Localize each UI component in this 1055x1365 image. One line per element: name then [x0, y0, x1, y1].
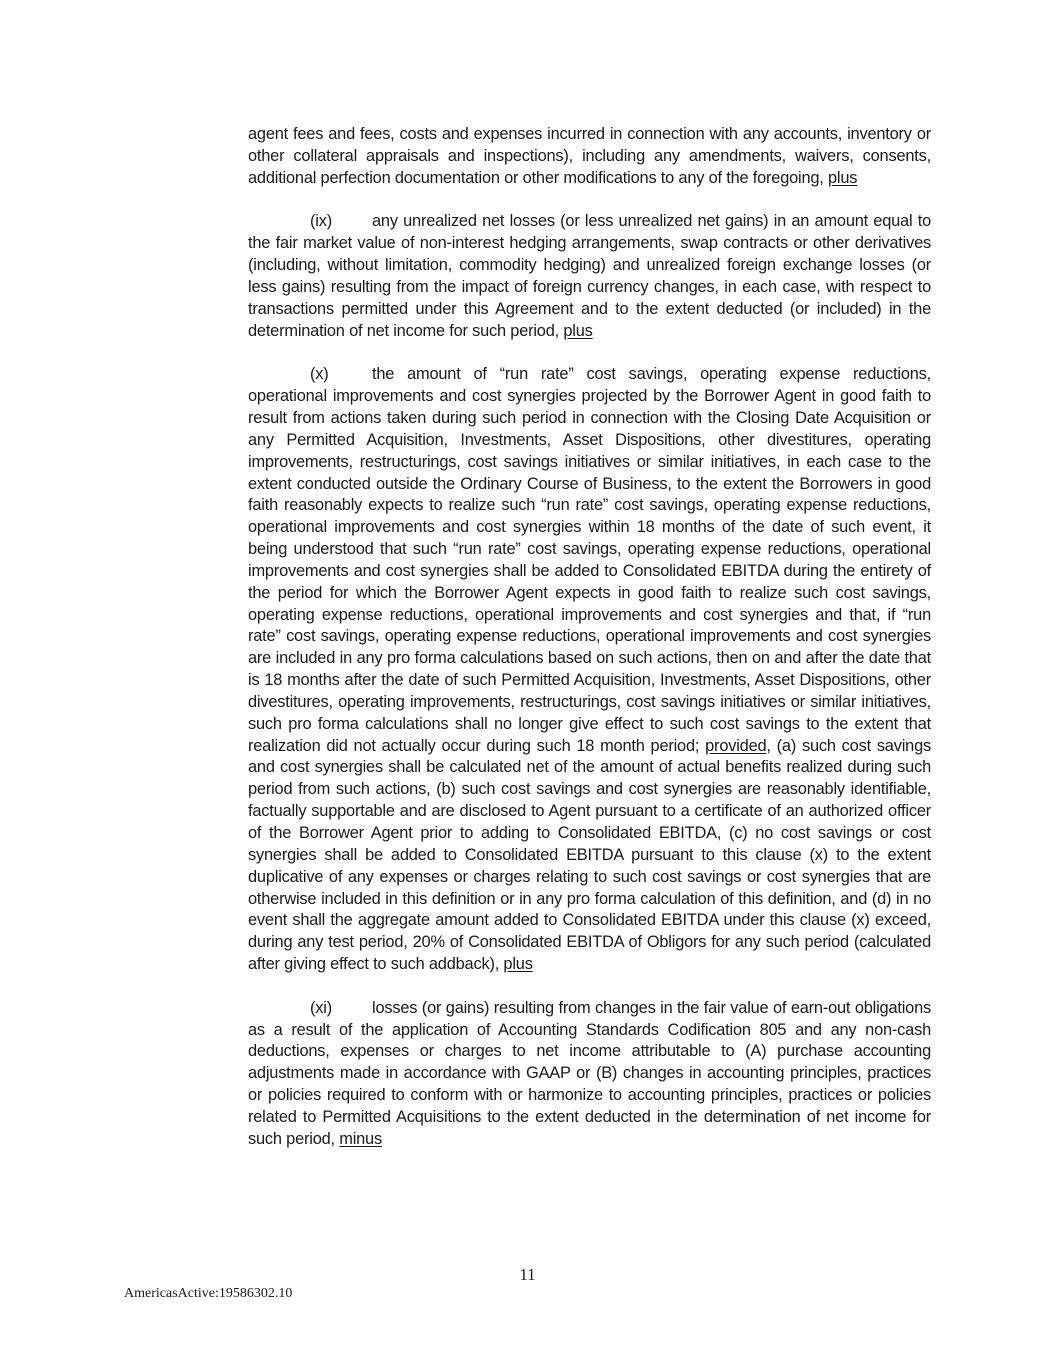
paragraph-text-continued: , (a) such cost savings and cost synergies shall be calculated net of the amount of actual benefits realized during such period from such actions, (b) such cost savings and cost synergies are reasonably identifiable, factually supportable and are disclosed to Agent pursuant to a certificate of an authorized officer of the Borrower Agent prior to adding to Consolidated EBITDA, (c) no cost savings or cost synergies shall be added to Consolidated EBITDA pursuant to this clause (x) to the extent duplicative of any expenses or charges relating to such cost savings or cost synergies that are otherwise included in this definition or in any pro forma calculation of this definition, and (d) in no event shall the aggregate amount added to Consolidated EBITDA under this clause (x) exceed, during any test period, 20% of Consolidated EBITDA of Obligors for any such period (calculated after giving effect to such addback), [248, 736, 931, 974]
page-number: 11 [519, 1265, 536, 1284]
clause-number: (xi) [310, 998, 332, 1017]
document-id: AmericasActive:19586302.10 [124, 1286, 293, 1301]
paragraph-text: losses (or gains) resulting from changes in the fair value of earn-out obligations as a result of the application of Accounting Standards Codification 805 and any non-cash deductions, expenses or charges to net income attributable to (A) purchase accounting adjustments made in accordance with GAAP or (B) changes in accounting principles, practices or policies required to conform with or harmonize to accounting principles, practices or policies related to Permitted Acquisitions to the extent deducted in the determination of net income for such period, [248, 998, 931, 1148]
clause-number: (ix) [310, 212, 332, 231]
clause-ix [248, 211, 931, 342]
provided-term: provided [705, 736, 767, 755]
connector-minus: minus [339, 1129, 382, 1148]
clause-number: (x) [310, 365, 329, 384]
clause-x [248, 364, 931, 976]
paragraph-text: any unrealized net losses (or less unrealized net gains) in an amount equal to the fair market value of non-interest hedging arrangements, swap contracts or other derivatives (including, without limitation, commodity hedging) and unrealized foreign exchange losses (or less gains) resulting from the impact of foreign currency changes, in each case, with respect to transactions permitted under this Agreement and to the extent deducted (or included) in the determination of net income for such period, [248, 212, 931, 340]
document-body [248, 124, 931, 1151]
clause-xi [248, 998, 931, 1151]
paragraph-continuation [248, 124, 931, 190]
connector-plus: plus [563, 321, 593, 340]
paragraph-text: agent fees and fees, costs and expenses incurred in connection with any accounts, inventory or other collateral appraisals and inspections), including any amendments, waivers, consents, additional perfection documentation or other modifications to any of the foregoing, [248, 125, 931, 187]
connector-plus: plus [828, 168, 858, 187]
paragraph-text: the amount of “run rate” cost savings, operating expense reductions, operational improvements and cost synergies projected by the Borrower Agent in good faith to result from actions taken during such period in connection with the Closing Date Acquisition or any Permitted Acquisition, Investments, Asset Dispositions, other divestitures, operating improvements, restructurings, cost savings initiatives or similar initiatives, in each case to the extent conducted outside the Ordinary Course of Business, to the extent the Borrowers in good faith reasonably expects to realize such “run rate” cost savings, operating expense reductions, operational improvements and cost synergies within 18 months of the date of such event, it being understood that such “run rate” cost savings, operating expense reductions, operational improvements and cost synergies shall be added to Consolidated EBITDA during the entirety of the period for which the Borrower Agent expects in good faith to realize such cost savings, operating expense reductions, operational improvements and cost synergies and that, if “run rate” cost savings, operating expense reductions, operational improvements and cost synergies are included in any pro forma calculations based on such actions, then on and after the date that is 18 months after the date of such Permitted Acquisition, Investments, Asset Dispositions, other divestitures, operating improvements, restructurings, cost savings initiatives or similar initiatives, such pro forma calculations shall no longer give effect to such cost savings to the extent that realization did not actually occur during such 18 month period; [248, 365, 931, 755]
connector-plus: plus [503, 955, 533, 974]
